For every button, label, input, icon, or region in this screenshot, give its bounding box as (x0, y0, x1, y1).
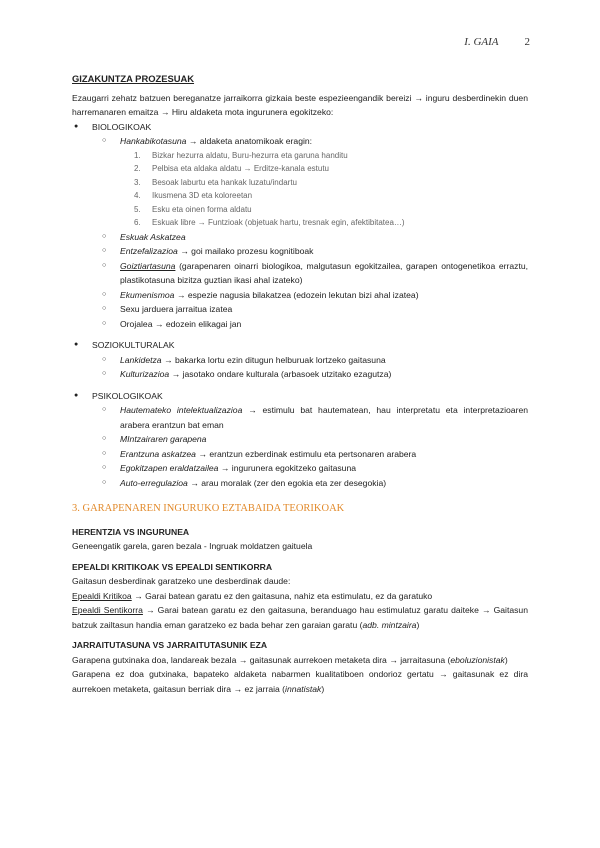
sozio-heading: ● SOZIOKULTURALAK (72, 338, 528, 353)
section-3-heading: 3. GARAPENAREN INGURUKO EZTABAIDA TEORIKOAK (72, 503, 345, 514)
epealdi-sentikorra: Epealdi Sentikorra → Garai batean garatu ez den gaitasuna, beranduago hau estimulatuz garatu daiteke → Gaitasun batzuk zailtasun handia eman garatzeko ez bada behar zen garaian garatu (adb. mintzaira) (72, 605, 528, 630)
jarraitutasuna-title: JARRAITUTASUNA VS JARRAITUTASUNIK EZA (72, 640, 268, 650)
epealdi-kritikoa: Epealdi Kritikoa → Garai batean garatu ez den gaitasuna, nahiz eta estimulatu, ez da garatuko (72, 590, 433, 601)
step-item: 1. Bizkar hezurra aldatu, Buru-hezurra eta garuna handitu (134, 150, 348, 160)
step-item: 4. Ikusmena 3D eta koloreetan (134, 191, 253, 200)
step-item: 3. Besoak laburtu eta hankak luzatu/indartu (134, 177, 297, 187)
page-number: 2 (524, 36, 530, 48)
bio-heading: ● BIOLOGIKOAK (72, 120, 528, 135)
bio-item-ekumenismoa: ○ Ekumenismoa → espezie nagusia bilakatzea (edozein lekutan bizi ahal izatea) (72, 288, 528, 303)
step-item: 5. Esku eta oinen forma aldatu (134, 204, 252, 214)
page-header (464, 36, 530, 48)
psiko-item-mintzaira: ○ MIntzairaren garapena (72, 432, 528, 447)
sozio-item-kulturizazioa: ○ Kulturizazioa → jasotako ondare kulturala (arbasoek utzitako ezagutza) (72, 367, 528, 382)
bio-item-entzefalizazioa: ○ Entzefalizazioa → goi mailako prozesu kognitiboak (72, 244, 528, 259)
jarraitutasuna-p2: Garapena ez doa gutxinaka, bapateko aldaketa nabarmen kualitatiboen ondorioz gertatu → gaitasunak ez dira aurrekoen metaketa, gaitasun berriak dira → ez jarraia (innatistak) (72, 669, 528, 694)
psiko-item-erantzuna: ○ Erantzuna askatzea → erantzun ezberdinak estimulu eta pertsonaren arabera (72, 447, 528, 462)
bio-item-hankabikotasuna: ○ Hankabikotasuna → aldaketa anatomikoak eragin: (72, 134, 528, 149)
step-item: 6. Eskuak libre → Funtzioak (objetuak hartu, tresnak egin, afektibitatea…) (134, 218, 405, 227)
sozio-item-lankidetza: ○ Lankidetza → bakarka lortu ezin ditugun helburuak lortzeko gaitasuna (72, 353, 528, 368)
bio-item-goiztiartasuna: ○ Goiztiartasuna (garapenaren oinarri biologikoa, malgutasun egokitzailea, garapen ontogenetikoa erraztu, plastikotasuna bizitza guztian ikasi ahal izateko) (72, 259, 528, 288)
psiko-item-hautemateko: ○ Hautemateko intelektualizazioa → estimulu bat hautematean, hau interpretatu eta interpretazioaren arabera erantzun bat eman (72, 403, 528, 432)
psiko-item-auto: ○ Auto-erregulazioa → arau moralak (zer den egokia eta zer desegokia) (72, 476, 528, 491)
intro-paragraph: Ezaugarri zehatz batzuen bereganatze jarraikorra gizkaia beste espezieengandik bereizi → inguru desberdinekin duen harremanaren emaitza → Hiru aldaketa mota ingurunera egokitzeko: (72, 92, 528, 117)
herentzia-title: HERENTZIA VS INGURUNEA (72, 526, 190, 537)
epealdi-intro: Gaitasun desberdinak garatzeko une desberdinak daude: (72, 576, 291, 586)
step-item: 2. Pelbisa eta aldaka aldatu → Erditze-kanala estutu (134, 164, 329, 173)
jarraitutasuna-p1: Garapena gutxinaka doa, landareak bezala → gaitasunak aurrekoen metaketa dira → jarraitasuna (eboluzionistak) (72, 654, 508, 665)
bio-item-eskuak: ○ Eskuak Askatzea (72, 230, 528, 245)
bio-item-orojalea: ○ Orojalea → edozein elikagai jan (72, 317, 528, 332)
document-body (72, 72, 528, 696)
epealdi-title: EPEALDI KRITIKOAK VS EPEALDI SENTIKORRA (72, 561, 273, 572)
page-title: GIZAKUNTZA PROZESUAK (72, 73, 195, 84)
psiko-item-egokitzapen: ○ Egokitzapen eraldatzailea → ingurunera egokitzeko gaitasuna (72, 461, 528, 476)
chapter-label: I. GAIA (464, 36, 499, 48)
psiko-heading: ● PSIKOLOGIKOAK (72, 389, 528, 404)
herentzia-text: Geneengatik garela, garen bezala - Ingruak moldatzen gaituela (72, 541, 313, 551)
bio-item-sexu: ○ Sexu jarduera jarraitua izatea (72, 302, 528, 317)
